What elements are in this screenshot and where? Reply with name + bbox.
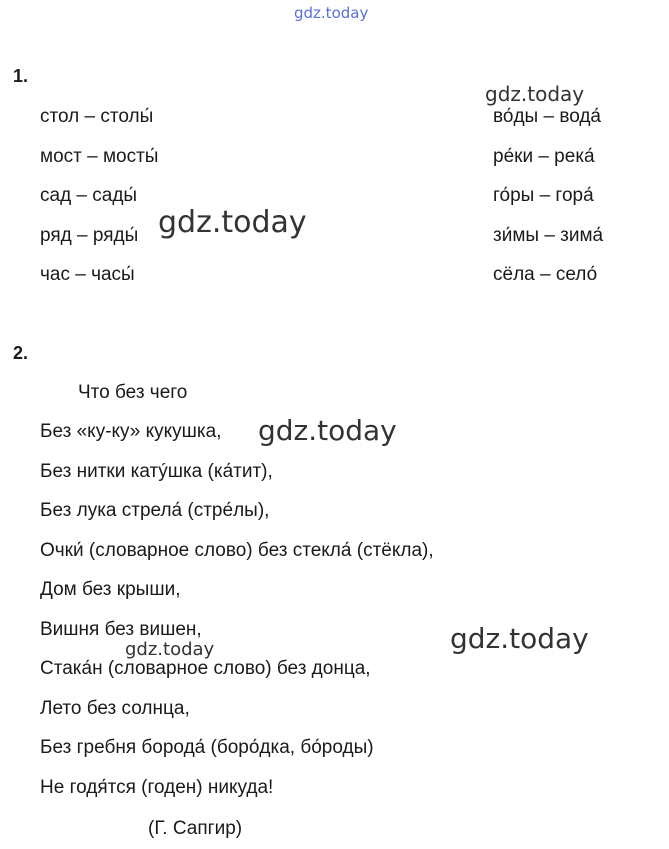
word-pair: мост – мосты́ xyxy=(40,145,159,167)
poem-line: Очки́ (словарное слово) без стекла́ (стёкла), xyxy=(40,539,434,561)
watermark: gdz.today xyxy=(125,639,215,660)
poem-line: Лето без солнца, xyxy=(40,697,190,719)
task-1-number: 1. xyxy=(13,66,29,86)
task-1-left-column xyxy=(40,105,158,303)
word-pair: ре́ки – река́ xyxy=(493,145,595,167)
poem-line: Без нитки катýшка (ка́тит), xyxy=(40,460,273,482)
poem-line: Без «ку-ку» кукушка, xyxy=(40,421,222,442)
poem-line: Стака́н (словарное слово) без донца, xyxy=(40,658,371,679)
word-pair: час – часы́ xyxy=(40,264,135,285)
word-pair: стол – столы́ xyxy=(40,106,154,127)
word-pair: сад – сады́ xyxy=(40,185,138,206)
poem-line: Не годя́тся (годен) никуда! xyxy=(40,776,274,798)
word-pair: зи́мы – зима́ xyxy=(493,224,604,246)
task-2-number: 2. xyxy=(13,343,29,363)
watermark: gdz.today xyxy=(158,205,307,240)
word-pair: во́ды – вода́ xyxy=(493,106,601,127)
word-pair: сёла – село́ xyxy=(493,264,598,285)
task-1-right-column xyxy=(493,105,603,303)
poem-line: Вишня без вишен, xyxy=(40,618,202,640)
poem-line: Без лука стрела́ (стре́лы), xyxy=(40,500,270,521)
poem-line: Дом без крыши, xyxy=(40,579,181,600)
poem-lines xyxy=(40,420,434,815)
poem-author: (Г. Сапгир) xyxy=(148,818,243,839)
word-pair: го́ры – гора́ xyxy=(493,185,594,206)
poem-line: Без гребня борода́ (боро́дка, бо́роды) xyxy=(40,737,374,758)
watermark: gdz.today xyxy=(294,4,369,22)
poem-title: Что без чего xyxy=(78,382,188,403)
watermark: gdz.today xyxy=(450,622,589,655)
word-pair: ряд – ряды́ xyxy=(40,224,139,246)
watermark: gdz.today xyxy=(485,82,585,106)
watermark: gdz.today xyxy=(258,414,397,447)
